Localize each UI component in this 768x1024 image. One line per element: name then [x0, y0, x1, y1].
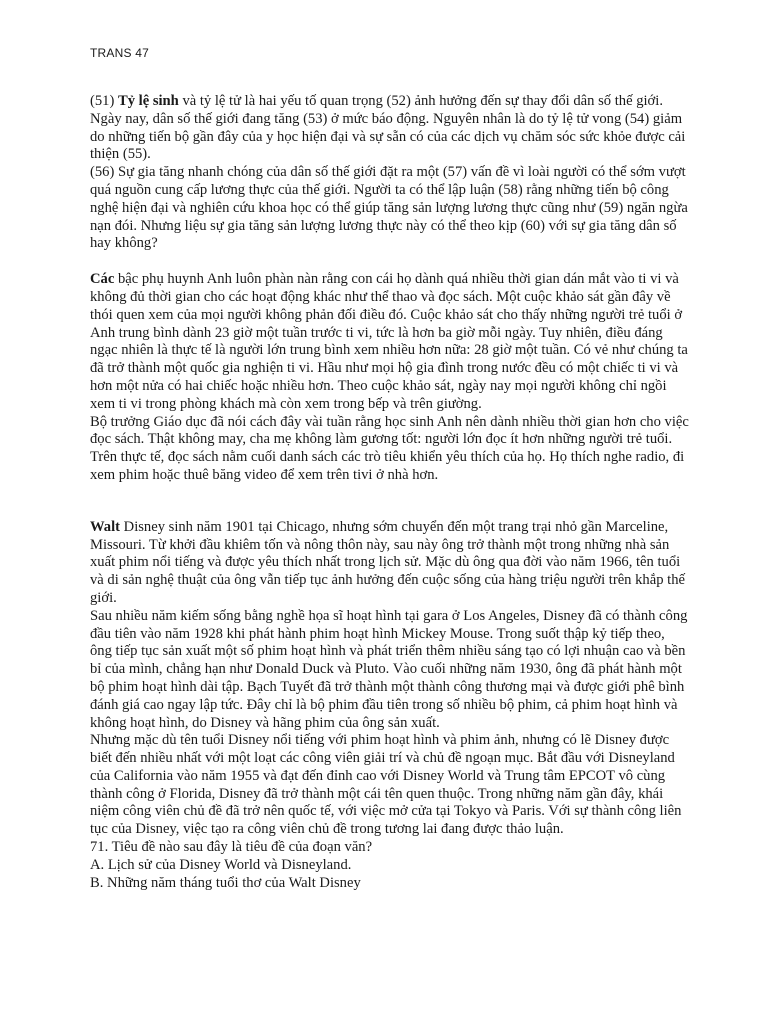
passage1-bold-term: Tỷ lệ sinh	[117, 93, 179, 109]
section-spacer	[90, 253, 690, 271]
page-header: TRANS 47	[90, 46, 149, 60]
passage3-bold-term: Walt	[90, 518, 120, 535]
question-stem: 71. Tiêu đề nào sau đây là tiêu đề của đoạn văn?	[90, 839, 373, 856]
passage2-paragraph2: Bộ trưởng Giáo dục đã nói cách đây vài tuần rằng học sinh Anh nên dành nhiều thời gian hơn cho việc đọc sách. Thật không may, cha mẹ không làm gương tốt: người lớn đọc ít hơn những người trẻ tuổi. Trên thực tế, đọc sách nằm cuối danh sách các trò tiêu khiển yêu thích của họ. Họ thích nghe radio, đi xem phim hoặc thuê băng video để xem trên tivi ở nhà hơn.	[90, 413, 689, 483]
passage2-paragraph1	[90, 271, 690, 413]
passage3-paragraph3: Nhưng mặc dù tên tuổi Disney nổi tiếng với phim hoạt hình và phim ảnh, nhưng có lẽ Disney được biết đến nhiều nhất với một loạt các công viên giải trí và chủ đề ngoạn mục. Bắt đầu với Disneyland của California vào năm 1955 và đạt đến đỉnh cao với Disney World và Trung tâm EPCOT vô cùng thành công ở Florida, Disney đã trở thành một cái tên quen thuộc. Trong những năm gần đây, khái niệm công viên chủ đề đã trở nên quốc tế, với việc mở cửa tại Tokyo và Paris. Với sự thành công liên tục của Disney, việc tạo ra công viên chủ đề trong tương lai đang được thảo luận.	[90, 732, 682, 838]
passage2-bold-term: Các	[90, 271, 115, 288]
passage3-paragraph1-text: Disney sinh năm 1901 tại Chicago, nhưng sớm chuyển đến một trang trại nhỏ gần Marceline, Missouri. Từ khởi đầu khiêm tốn và nông thôn này, sau này ông trở thành một trong những nhà sản xuất phim nổi tiếng và được yêu thích nhất trong lịch sử. Mặc dù ông qua đời vào năm 1966, tên tuổi và di sản nghệ thuật của ông vẫn tiếp tục ảnh hưởng đến cuộc sống của hàng triệu người trên khắp thế giới.	[90, 518, 685, 606]
question-option-b: B. Những năm tháng tuổi thơ của Walt Disney	[90, 874, 361, 891]
passage1-paragraph2: (56) Sự gia tăng nhanh chóng của dân số thế giới đặt ra một (57) vấn đề vì loài người có thể sớm vượt quá nguồn cung cấp lương thực của thế giới. Người ta có thể lập luận (58) rằng những tiến bộ công nghệ hiện đại và nghiên cứu khoa học có thể giúp tăng sản lượng lương thực cũng như (59) ngăn ngừa nạn đói. Nhưng liệu sự gia tăng sản lượng lương thực này có thể theo kịp (60) với sự gia tăng dân số hay không?	[90, 164, 688, 252]
document-body	[90, 93, 690, 892]
passage3-paragraph2: Sau nhiều năm kiếm sống bằng nghề họa sĩ hoạt hình tại gara ở Los Angeles, Disney đã có thành công đầu tiên vào năm 1928 khi phát hành phim hoạt hình Mickey Mouse. Trong suốt thập kỷ tiếp theo, ông tiếp tục sản xuất một số phim hoạt hình và phát triển thêm nhiều sáng tạo có lợi nhuận cao và bền bỉ của mình, chẳng hạn như Donald Duck và Pluto. Vào cuối những năm 1930, ông đã phát hành một bộ phim hoạt hình dài tập. Bạch Tuyết đã trở thành một thành công thương mại và được giới phê bình đánh giá cao ngay lập tức. Đây chỉ là bộ phim đầu tiên trong số nhiều bộ phim, cả phim hoạt hình và không hoạt hình, do Disney và hãng phim của ông sản xuất.	[90, 607, 688, 731]
passage2-paragraph1-text: bậc phụ huynh Anh luôn phàn nàn rằng con cái họ dành quá nhiều thời gian dán mắt vào ti vi và không đủ thời gian cho các hoạt động khác như thể thao và đọc sách. Một cuộc khảo sát gần đây về thói quen xem của mọi người không phản đối điều đó. Cuộc khảo sát cho thấy những người trẻ tuổi ở Anh trung bình dành 23 giờ một tuần trước ti vi, tức là hơn ba giờ mỗi ngày. Tuy nhiên, điều đáng ngạc nhiên là thực tế là người lớn trung bình xem nhiều hơn nữa: 28 giờ một tuần. Có vẻ như chúng ta đã trở thành một quốc gia nghiện ti vi. Hầu như mọi hộ gia đình trong nước đều có một chiếc ti vi và hơn một nửa có hai chiếc hoặc nhiều hơn. Theo cuộc khảo sát, ngày nay mọi người không chỉ ngồi xem ti vi trong phòng khách mà còn xem trong bếp và trên giường.	[90, 271, 688, 412]
passage1-paragraph1-text: và tỷ lệ tử là hai yếu tố quan trọng (52) ảnh hưởng đến sự thay đổi dân số thế giới. Ngày nay, dân số thế giới đang tăng (53) ở mức báo động. Nguyên nhân là do tỷ lệ tử vong (54) giảm do những tiến bộ gần đây của y học hiện đại và sự sẵn có của các dịch vụ chăm sóc sức khỏe được cải thiện (55).	[90, 93, 686, 163]
passage1-prefix: (51)	[90, 93, 118, 109]
passage3-paragraph1	[90, 519, 690, 608]
question-option-a: A. Lịch sử của Disney World và Disneyland.	[90, 856, 352, 873]
section-spacer	[90, 485, 690, 519]
passage1-paragraph1	[90, 93, 690, 164]
